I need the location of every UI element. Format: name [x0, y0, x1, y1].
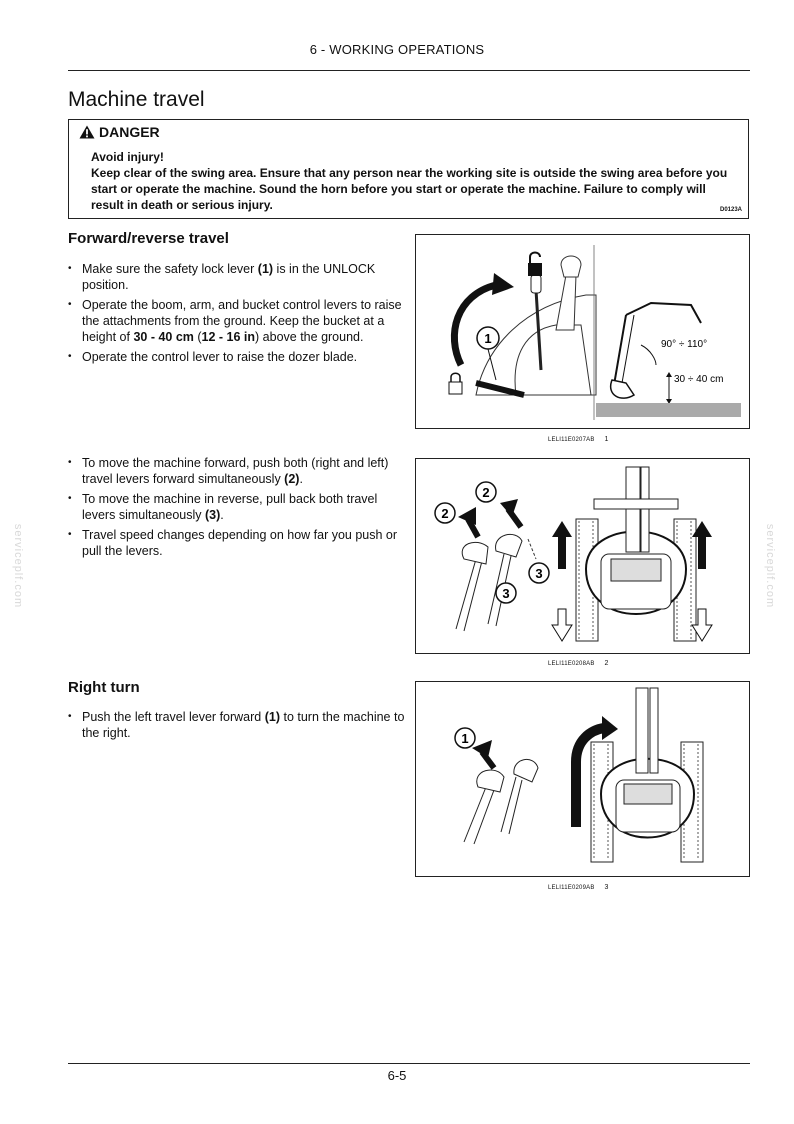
figure-1-safety-lever: [415, 234, 750, 429]
warning-triangle-icon: [79, 125, 95, 139]
fig2-callout-2a: 2: [441, 506, 449, 521]
steps-list-forward-b: [68, 455, 408, 563]
list-item: • Make sure the safety lock lever (1) is in the UNLOCK position.: [68, 261, 408, 293]
figure-2-caption: LELI11E0208AB 2: [548, 660, 609, 667]
section-title-forward-reverse: Forward/reverse travel: [68, 230, 229, 247]
figure-3-right-turn: [415, 681, 750, 877]
fig2-callout-3b: 3: [502, 586, 510, 601]
section-title-right-turn: Right turn: [68, 679, 140, 696]
fig2-callout-2b: 2: [482, 485, 490, 500]
list-item: • Operate the control lever to raise the dozer blade.: [68, 349, 408, 365]
figure-1-caption: LELI11E0207AB 1: [548, 436, 609, 443]
danger-text: [91, 149, 741, 213]
list-item: • To move the machine in reverse, pull back both travel levers simultaneously (3).: [68, 491, 408, 523]
fig1-height-label: 30 ÷ 40 cm: [674, 374, 724, 385]
watermark-right: serviceplf.com: [764, 523, 777, 609]
list-item: • Push the left travel lever forward (1) to turn the machine to the right.: [68, 709, 408, 741]
danger-message: Keep clear of the swing area. Ensure that any person near the working site is outside the swing area before you start or operate the machine. Sound the horn before you start or operate the machine. Failure to comply will result in death or serious injury.: [91, 166, 728, 212]
running-header: 6 - WORKING OPERATIONS: [309, 42, 485, 57]
page-number: 6-5: [387, 1068, 407, 1083]
danger-lead: Avoid injury!: [91, 150, 164, 164]
figure-3-caption: LELI11E0209AB 3: [548, 884, 609, 891]
list-item: • Operate the boom, arm, and bucket control levers to raise the attachments from the ground. Keep the bucket at a height of 30 - 40 cm (12 - 16 in) above the ground.: [68, 297, 408, 345]
danger-label: DANGER: [99, 124, 160, 140]
header-rule: [68, 70, 750, 71]
padlock-unlocked-icon: [528, 253, 542, 277]
list-item: • To move the machine forward, push both (right and left) travel levers forward simultaneously (2).: [68, 455, 408, 487]
fig1-callout-1: 1: [484, 331, 492, 346]
figure-2-travel-levers: [415, 458, 750, 654]
danger-heading: [79, 124, 160, 140]
page-title: Machine travel: [68, 88, 205, 111]
list-item: • Travel speed changes depending on how far you push or pull the levers.: [68, 527, 408, 559]
footer-rule: [68, 1063, 750, 1064]
padlock-locked-icon: [449, 373, 462, 394]
danger-box: [68, 119, 749, 219]
fig1-angle-label: 90° ÷ 110°: [661, 339, 708, 350]
fig2-callout-3a: 3: [535, 566, 543, 581]
steps-list-forward-a: [68, 261, 408, 369]
danger-code: D0123A: [719, 207, 742, 213]
steps-list-right-turn: [68, 709, 408, 745]
fig3-callout-1: 1: [461, 731, 469, 746]
watermark-left: serviceplf.com: [12, 523, 25, 609]
